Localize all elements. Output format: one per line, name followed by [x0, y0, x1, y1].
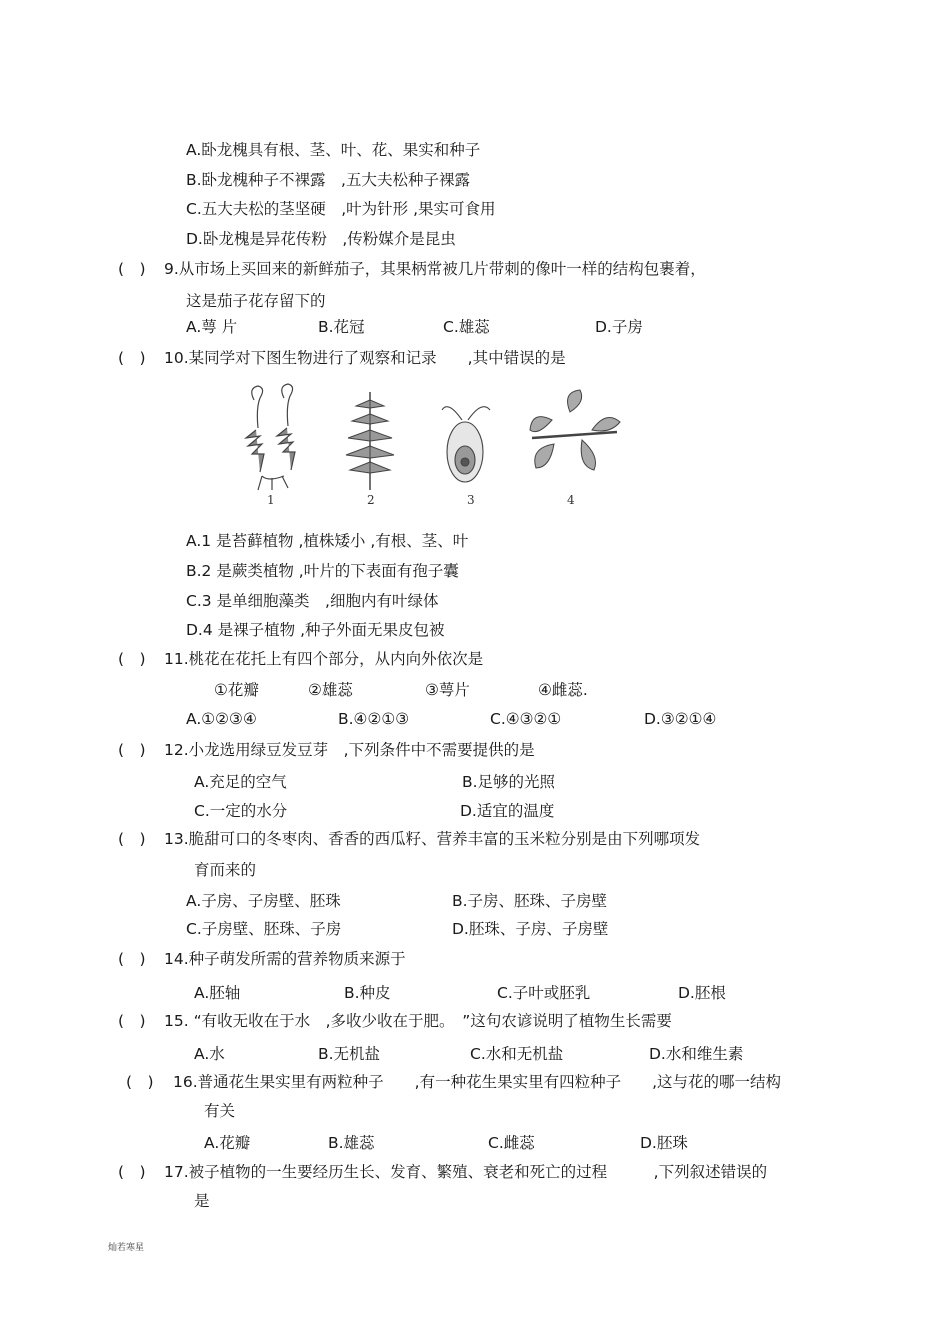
q16-option-a: A.花瓣: [204, 1134, 251, 1152]
q12-stem: 12.小龙选用绿豆发豆芽 ,下列条件中不需要提供的是: [164, 741, 535, 759]
q12-answer-blank: ( ): [118, 741, 146, 759]
q14-option-b: B.种皮: [344, 984, 391, 1002]
q8-option-a: A.卧龙槐具有根、茎、叶、花、果实和种子: [186, 141, 481, 159]
figure-label-3: 3: [467, 493, 475, 507]
q16-stem: 16.普通花生果实里有两粒种子 ,有一种花生果实里有四粒种子 ,这与花的哪一结构: [173, 1073, 782, 1091]
q11-stem: 11.桃花在花托上有四个部分，从内向外依次是: [164, 650, 484, 668]
q8-option-d: D.卧龙槐是异花传粉 ,传粉媒介是昆虫: [186, 230, 456, 248]
figure-label-2: 2: [367, 493, 375, 507]
q10-answer-blank: ( ): [118, 349, 146, 367]
q13-answer-blank: ( ): [118, 830, 146, 848]
q11-option-b: B.④②①③: [338, 710, 410, 728]
q13-option-a: A.子房、子房壁、胚珠: [186, 892, 341, 910]
q10-figure: [232, 380, 637, 510]
q15-option-d: D.水和维生素: [649, 1045, 744, 1063]
q9-answer-blank: ( ): [118, 260, 146, 278]
q16-option-c: C.雌蕊: [488, 1134, 535, 1152]
q14-stem: 14.种子萌发所需的营养物质来源于: [164, 950, 406, 968]
q9-option-a: A.萼 片: [186, 318, 238, 336]
organism-illustrations: [232, 380, 637, 510]
q10-option-b: B.2 是蕨类植物 ,叶片的下表面有孢子囊: [186, 562, 459, 580]
q12-option-d: D.适宜的温度: [460, 802, 555, 820]
figure-label-1: 1: [267, 493, 275, 507]
q8-option-c: C.五大夫松的茎坚硬 ,叶为针形 ,果实可食用: [186, 200, 496, 218]
q15-stem: 15. “有收无收在于水 ,多收少收在于肥。 ”这句农谚说明了植物生长需要: [164, 1012, 672, 1030]
q14-answer-blank: ( ): [118, 950, 146, 968]
q17-stem-cont: 是: [194, 1192, 210, 1210]
q14-option-c: C.子叶或胚乳: [497, 984, 591, 1002]
q12-option-a: A.充足的空气: [194, 773, 287, 791]
q12-option-c: C.一定的水分: [194, 802, 288, 820]
q16-answer-blank: ( ): [126, 1073, 154, 1091]
moss-illustration: [246, 384, 295, 490]
q17-answer-blank: ( ): [118, 1163, 146, 1181]
q16-option-d: D.胚珠: [640, 1134, 688, 1152]
q11-option-c: C.④③②①: [490, 710, 562, 728]
q11-part-4: ④雌蕊.: [538, 681, 588, 699]
q13-option-b: B.子房、胚珠、子房壁: [452, 892, 608, 910]
q8-option-b: B.卧龙槐种子不裸露 ,五大夫松种子裸露: [186, 171, 470, 189]
q10-option-a: A.1 是苔藓植物 ,植株矮小 ,有根、茎、叶: [186, 532, 469, 550]
q15-option-b: B.无机盐: [318, 1045, 381, 1063]
q9-stem: 9.从市场上买回来的新鲜茄子，其果柄常被几片带刺的像叶一样的结构包裹着，: [164, 260, 706, 278]
q13-stem: 13.脆甜可口的冬枣肉、香香的西瓜籽、营养丰富的玉米粒分别是由下列哪项发: [164, 830, 701, 848]
q9-option-d: D.子房: [595, 318, 643, 336]
q11-option-d: D.③②①④: [644, 710, 717, 728]
q16-option-b: B.雄蕊: [328, 1134, 375, 1152]
q15-option-a: A.水: [194, 1045, 225, 1063]
q17-stem: 17.被子植物的一生要经历生长、发育、繁殖、衰老和死亡的过程 ,下列叙述错误的: [164, 1163, 768, 1181]
q11-part-3: ③萼片: [425, 681, 470, 699]
q13-option-c: C.子房壁、胚珠、子房: [186, 920, 342, 938]
q11-part-1: ①花瓣: [214, 681, 259, 699]
q9-option-c: C.雄蕊: [443, 318, 490, 336]
q14-option-a: A.胚轴: [194, 984, 241, 1002]
q11-part-2: ②雄蕊: [308, 681, 353, 699]
page-footer: 灿若寒星: [108, 1243, 145, 1253]
alga-illustration: [442, 407, 490, 482]
q9-option-b: B.花冠: [318, 318, 365, 336]
q10-option-c: C.3 是单细胞藻类 ,细胞内有叶绿体: [186, 592, 439, 610]
q16-stem-cont: 有关: [204, 1102, 236, 1120]
ginkgo-illustration: [530, 390, 620, 470]
q14-option-d: D.胚根: [678, 984, 726, 1002]
q15-answer-blank: ( ): [118, 1012, 146, 1030]
q13-stem-cont: 育而来的: [194, 861, 257, 879]
fern-illustration: [346, 392, 394, 490]
q15-option-c: C.水和无机盐: [470, 1045, 564, 1063]
q12-option-b: B.足够的光照: [462, 773, 556, 791]
figure-label-4: 4: [567, 493, 575, 507]
q13-option-d: D.胚珠、子房、子房壁: [452, 920, 609, 938]
q11-option-a: A.①②③④: [186, 710, 257, 728]
q11-answer-blank: ( ): [118, 650, 146, 668]
q9-stem-cont: 这是茄子花存留下的: [186, 292, 326, 310]
q10-option-d: D.4 是裸子植物 ,种子外面无果皮包被: [186, 621, 445, 639]
q10-stem: 10.某同学对下图生物进行了观察和记录 ,其中错误的是: [164, 349, 566, 367]
